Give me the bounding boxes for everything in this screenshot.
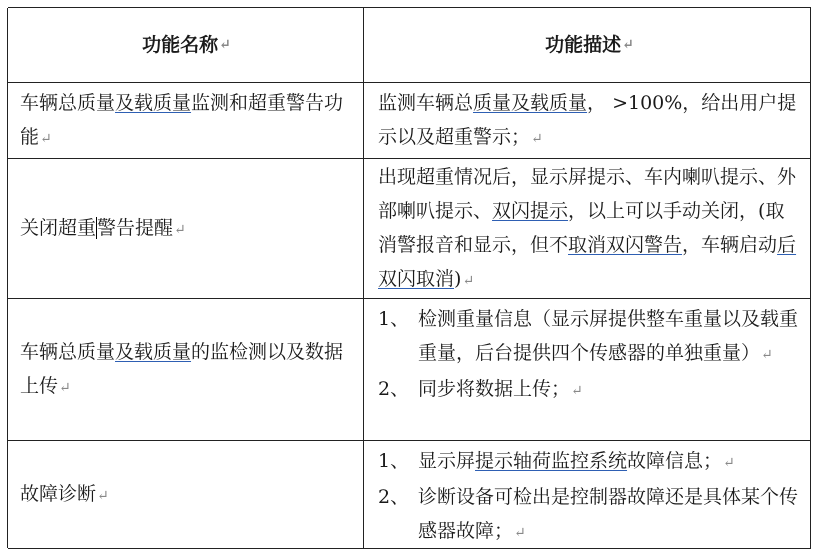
paragraph-mark-icon: ↵ (514, 525, 526, 541)
paragraph-mark-icon: ↵ (531, 131, 543, 147)
table-row (8, 159, 811, 298)
paragraph-mark-icon: ↵ (219, 37, 231, 53)
paragraph-mark-icon: ↵ (571, 383, 583, 399)
list-item-text: 同步将数据上传； (418, 378, 571, 400)
paragraph-mark-icon: ↵ (622, 37, 634, 53)
function-name-cell (8, 299, 363, 440)
function-desc-cell (363, 441, 811, 548)
paragraph-mark-icon: ↵ (462, 273, 475, 289)
list-item (378, 372, 801, 408)
function-desc-cell (363, 299, 811, 440)
function-name-cell (8, 441, 363, 548)
paragraph-mark-icon: ↵ (723, 455, 735, 471)
list-number: 1、 (378, 308, 410, 330)
paragraph-mark-icon: ↵ (174, 221, 186, 238)
function-name-cell (8, 159, 363, 298)
list-item-text: 诊断设备可检出是控制器故障还是具体某个传感器故障； (418, 486, 799, 542)
list-number: 1、 (378, 450, 410, 472)
table-row (8, 441, 811, 548)
list-item (378, 480, 801, 550)
list-item (378, 302, 801, 372)
header-cell-desc (363, 8, 811, 82)
function-name-text: 关闭超重警告提醒↵ (20, 216, 186, 239)
paragraph-mark-icon: ↵ (59, 379, 71, 396)
function-name-text: 车辆总质量及载质量的监检测以及数据上传↵ (20, 340, 344, 397)
function-table (8, 7, 811, 549)
function-name-text: 车辆总质量及载质量监测和超重警告功能↵ (20, 91, 344, 148)
function-desc-cell (363, 159, 811, 298)
function-desc-cell (363, 83, 811, 158)
paragraph-mark-icon: ↵ (40, 130, 52, 147)
header-desc-text: 功能描述 (545, 34, 622, 56)
paragraph-mark-icon: ↵ (761, 347, 773, 363)
function-name-text: 故障诊断↵ (20, 482, 109, 505)
table-row (8, 299, 811, 440)
paragraph-mark-icon: ↵ (97, 487, 109, 504)
table-header-row (8, 8, 811, 82)
list-number: 2、 (378, 378, 410, 400)
function-desc-text: 出现超重情况后，显示屏提示、车内喇叭提示、外部喇叭提示、双闪提示，以上可以手动关闭，(取消警报音和显示，但不取消双闪警告，车辆启动后双闪取消)↵ (378, 166, 797, 290)
table-row (8, 83, 811, 158)
header-cell-name (8, 8, 363, 82)
list-number: 2、 (378, 486, 410, 508)
list-item: 1、 显示屏提示轴荷监控系统故障信息；↵ (378, 444, 801, 480)
function-desc-text: 监测车辆总质量及载质量， >100%，给出用户提示以及超重警示；↵ (378, 92, 797, 148)
text-cursor: 警告提醒 (97, 216, 174, 239)
header-name-text: 功能名称 (142, 34, 219, 56)
list-item-text: 检测重量信息（显示屏提供整车重量以及载重重量，后台提供四个传感器的单独重量） (418, 308, 799, 364)
function-name-cell (8, 83, 363, 158)
